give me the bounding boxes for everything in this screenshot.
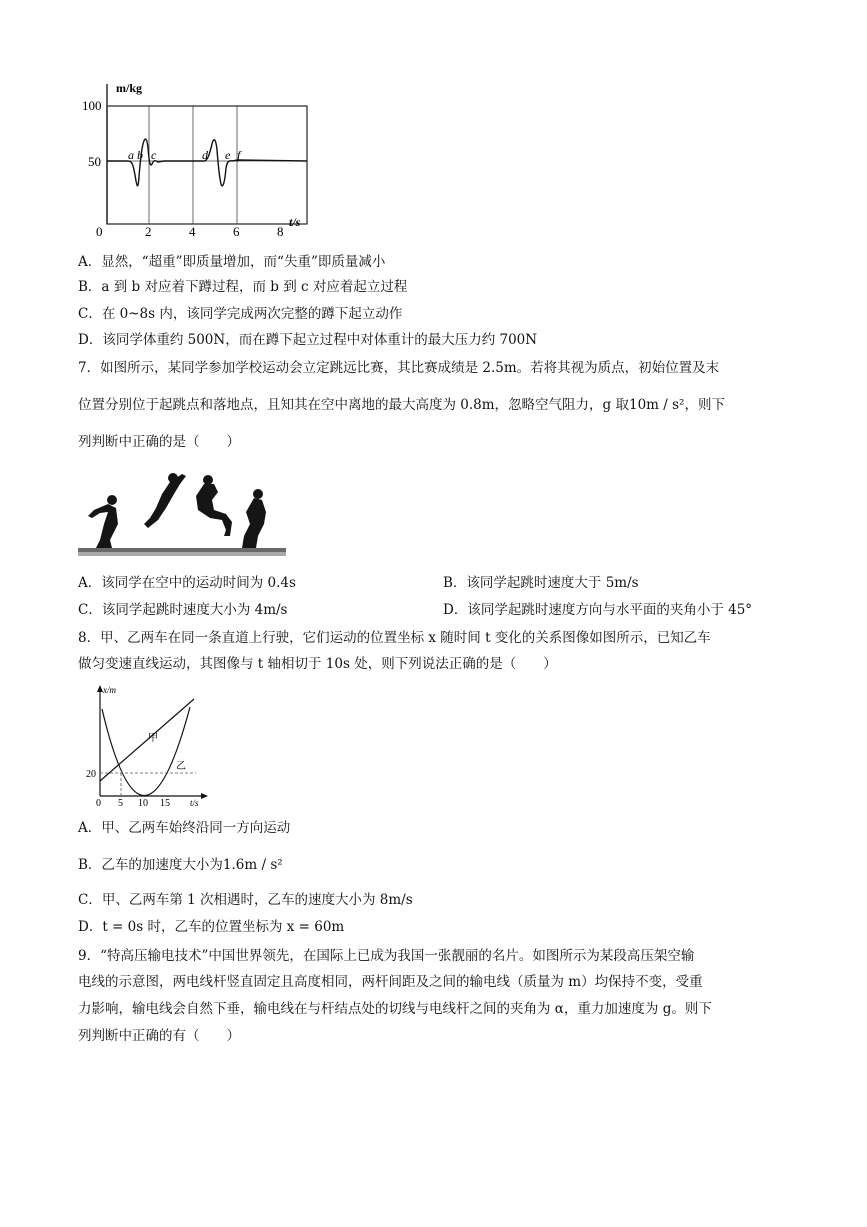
position-time-graph [84, 683, 214, 808]
fig3-ylabel: x/m [103, 685, 116, 695]
q6-option-b: B．a 到 b 对应着下蹲过程，而 b 到 c 对应着起立过程 [78, 279, 408, 295]
q7-stem-line3: 列判断中正确的是（ ） [78, 434, 240, 450]
fig1-xtick-6: 6 [233, 224, 240, 239]
fig1-xtick-4: 4 [189, 224, 196, 239]
fig3-curve-jia: 甲 [148, 733, 158, 744]
fig1-ytick-100: 100 [82, 98, 102, 113]
fig3-xtick-10: 10 [138, 798, 148, 808]
q9-stem-line1: 9．“特高压输电技术”中国世界领先，在国际上已成为我国一张靓丽的名片。如图所示为某段高压架空输 [78, 948, 695, 964]
fig1-xtick-8: 8 [277, 224, 284, 239]
q8-stem-line2: 做匀变速直线运动，其图像与 t 轴相切于 10s 处，则下列说法正确的是（ ） [78, 656, 557, 672]
fig1-xtick-2: 2 [145, 224, 152, 239]
fig3-xtick-5: 5 [118, 798, 123, 808]
q6-option-d: D．该同学体重约 500N，而在蹲下起立过程中对体重计的最大压力约 700N [78, 332, 538, 348]
fig3-xtick-0: 0 [96, 798, 101, 808]
q7-stem-line1: 7．如图所示，某同学参加学校运动会立定跳远比赛，其比赛成绩是 2.5m。若将其视为质点，初始位置及末 [78, 360, 720, 376]
fig1-xlabel: t/s [289, 215, 301, 229]
fig1-label-e: e [225, 148, 231, 162]
fig1-label-d: d [202, 148, 208, 162]
q9-stem-line4: 列判断中正确的有（ ） [78, 1028, 240, 1044]
fig1-ytick-50: 50 [88, 154, 101, 169]
long-jump-illustration [78, 460, 286, 560]
q9-stem-line3: 力影响，输电线会自然下垂，输电线在与杆结点处的切线与电线杆之间的夹角为 α，重力加速度为 g。则下 [78, 1001, 712, 1017]
q7-option-d: D．该同学起跳时速度方向与水平面的夹角小于 45° [443, 602, 753, 618]
fig1-label-b: b [137, 148, 143, 162]
q6-option-c: C．在 0~8s 内，该同学完成两次完整的蹲下起立动作 [78, 306, 403, 322]
fig3-curve-yi: 乙 [176, 761, 186, 772]
q7-option-a: A．该同学在空中的运动时间为 0.4s [78, 575, 296, 591]
mass-time-graph [80, 80, 310, 240]
q8-option-d: D．t = 0s 时，乙车的位置坐标为 x = 60m [78, 919, 345, 935]
q7-option-b: B．该同学起跳时速度大于 5m/s [443, 575, 639, 591]
q9-stem-line2: 电线的示意图，两电线杆竖直固定且高度相同，两杆间距及之间的输电线（质量为 m）均保持不变，受重 [78, 974, 703, 990]
q8-option-b: B．乙车的加速度大小为1.6m / s² [78, 857, 283, 873]
q7-stem-line2: 位置分别位于起跳点和落地点，且知其在空中离地的最大高度为 0.8m，忽略空气阻力，g 取10m / s²，则下 [78, 397, 725, 413]
q8-option-c: C．甲、乙两车第 1 次相遇时，乙车的速度大小为 8m/s [78, 892, 413, 908]
fig3-xlabel: t/s [190, 798, 199, 808]
fig1-ylabel: m/kg [116, 81, 143, 95]
fig1-label-c: c [151, 148, 157, 162]
fig3-ytick-20: 20 [86, 769, 96, 780]
q7-option-c: C．该同学起跳时速度大小为 4m/s [78, 602, 288, 618]
fig1-label-f: f [237, 148, 241, 162]
fig1-label-a: a [128, 148, 134, 162]
q8-option-a: A．甲、乙两车始终沿同一方向运动 [78, 820, 291, 836]
fig1-ytick-0: 0 [96, 224, 103, 239]
fig3-xtick-15: 15 [160, 798, 170, 808]
q8-stem-line1: 8．甲、乙两车在同一条直道上行驶，它们运动的位置坐标 x 随时间 t 变化的关系图像如图所示，已知乙车 [78, 630, 711, 646]
q6-option-a: A．显然，“超重”即质量增加，而“失重”即质量减小 [78, 254, 386, 270]
